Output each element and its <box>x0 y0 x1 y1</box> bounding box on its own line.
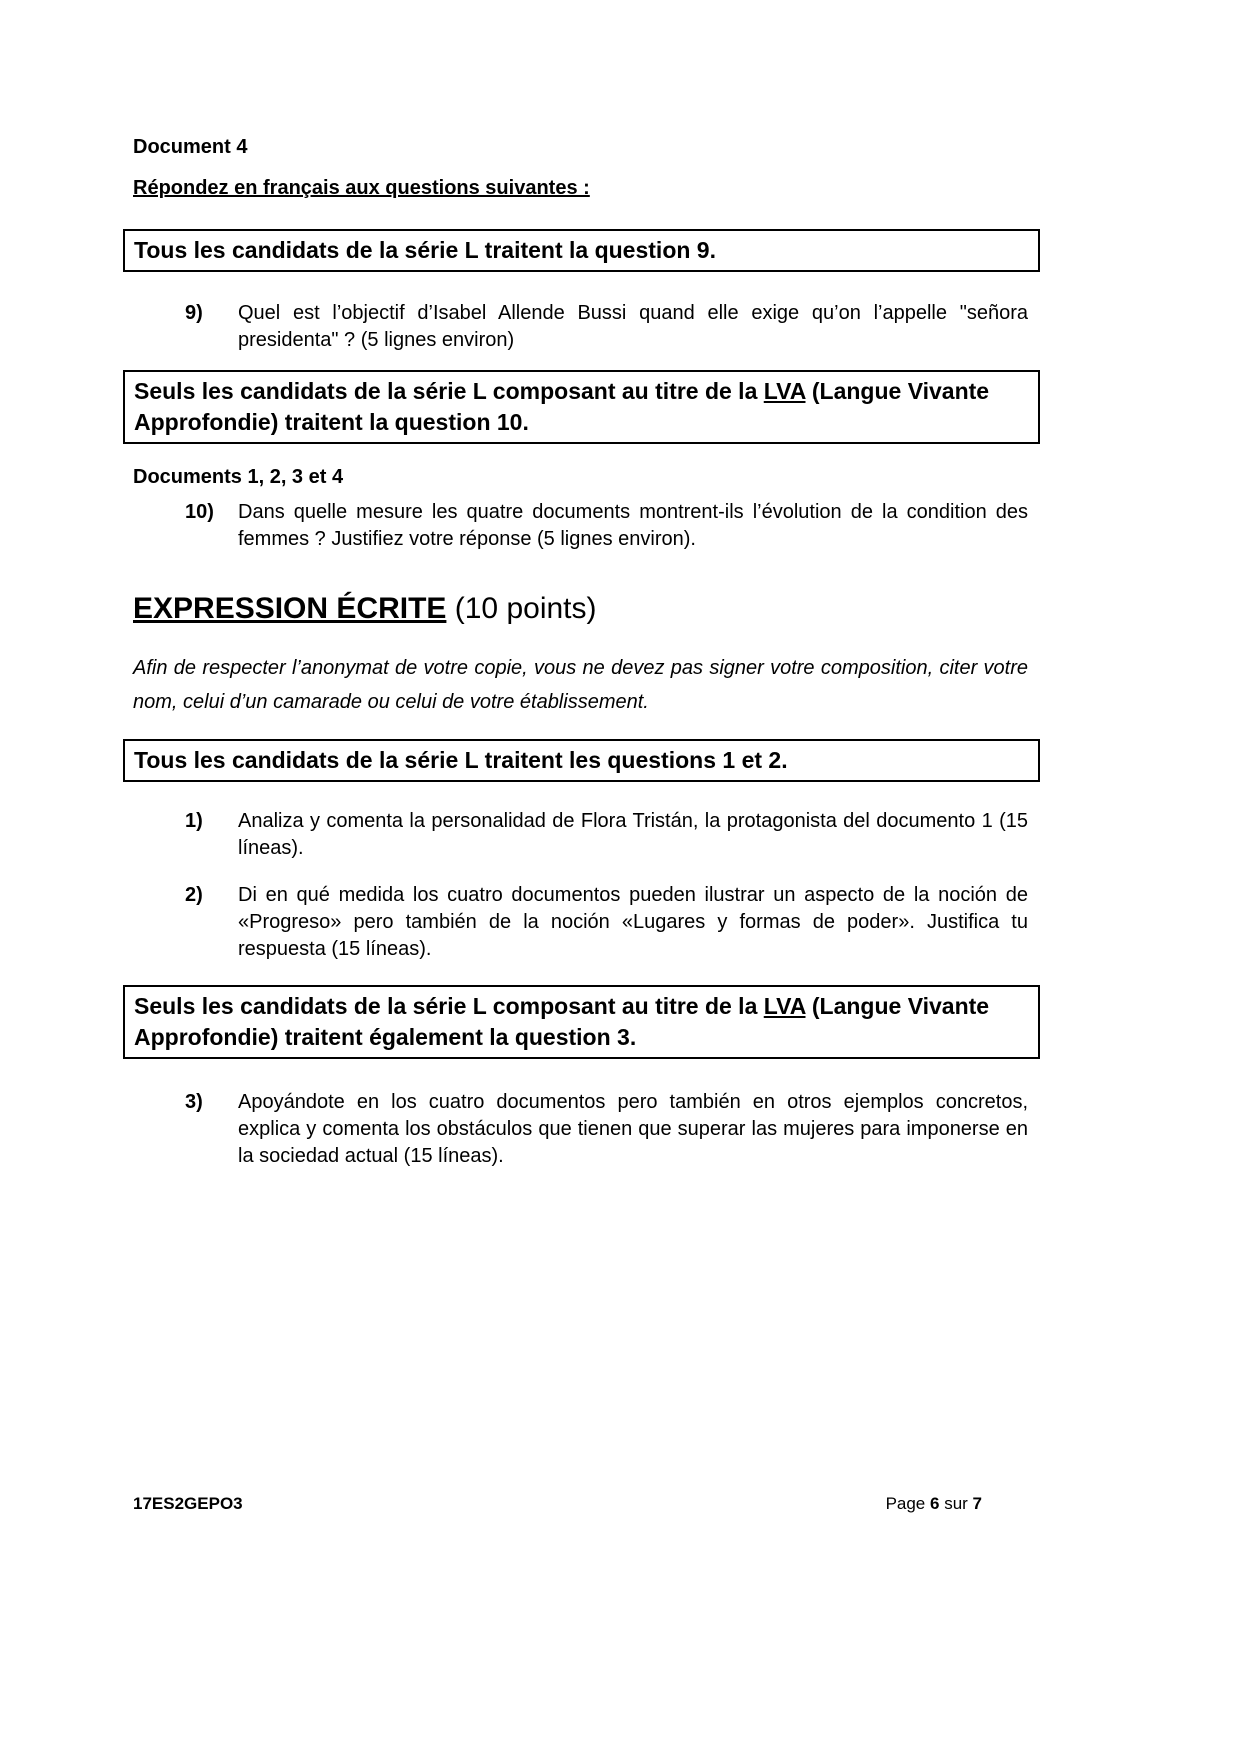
question-1-text: Analiza y comenta la personalidad de Flora Tristán, la protagonista del documento 1 (15 líneas). <box>238 810 1028 859</box>
question-3-text: Apoyándote en los cuatro documentos pero también en otros ejemplos concretos, explica y comenta los obstáculos que tienen que superar las mujeres para imponerse en la sociedad actual (15 líneas). <box>238 1091 1028 1167</box>
question-2-text: Di en qué medida los cuatro documentos pueden ilustrar un aspecto de la noción de «Progreso» pero también de la noción «Lugares y formas de poder». Justifica tu respuesta (15 líneas). <box>238 884 1028 960</box>
anonymity-notice: Afin de respecter l’anonymat de votre copie, vous ne devez pas signer votre composition, citer votre nom, celui d’un camarade ou celui de votre établissement. <box>133 657 1028 713</box>
question-9-number: 9) <box>185 302 203 324</box>
footer-page-indicator <box>886 1492 982 1515</box>
footer-exam-code: 17ES2GEPO3 <box>133 1494 243 1513</box>
banner-q9-text: Tous les candidats de la série L traitent la question 9. <box>134 237 716 263</box>
banner-ee3-post: (Langue Vivante Approfondie) traitent également la question 3. <box>134 993 990 1050</box>
banner-series-l-questions-1-2 <box>123 739 1040 782</box>
banner-ee3-lva: LVA <box>763 993 806 1019</box>
answer-instruction: Répondez en français aux questions suivantes : <box>133 177 590 199</box>
page-footer <box>133 1492 982 1515</box>
expression-ecrite-heading <box>133 589 1028 629</box>
question-2-number: 2) <box>185 884 203 906</box>
documents-reference: Documents 1, 2, 3 et 4 <box>133 466 344 488</box>
banner-lva-question-10 <box>123 370 1040 444</box>
expression-ecrite-points: (10 points) <box>454 592 597 625</box>
banner-ee3-pre: Seuls les candidats de la série L composant au titre de la <box>134 993 764 1019</box>
document-label: Document 4 <box>133 136 248 158</box>
question-1 <box>185 808 1028 862</box>
expression-ecrite-title: EXPRESSION ÉCRITE <box>133 592 447 625</box>
question-10 <box>185 499 1028 553</box>
footer-page-label: Page <box>885 1494 930 1513</box>
banner-q10-lva: LVA <box>763 378 806 404</box>
question-10-number: 10) <box>185 501 214 523</box>
banner-ee12-text: Tous les candidats de la série L traitent les questions 1 et 2. <box>134 747 788 773</box>
question-10-text: Dans quelle mesure les quatre documents montrent-ils l’évolution de la condition des femmes ? Justifiez votre réponse (5 lignes environ). <box>238 501 1028 550</box>
question-9 <box>185 300 1028 354</box>
question-1-number: 1) <box>185 810 203 832</box>
question-9-text: Quel est l’objectif d’Isabel Allende Bussi quand elle exige qu’on l’appelle "señora presidenta" ? (5 lignes environ) <box>238 302 1028 351</box>
footer-sur-label: sur <box>939 1494 973 1513</box>
question-2 <box>185 882 1028 963</box>
footer-page-total: 7 <box>972 1494 982 1513</box>
banner-q10-post: (Langue Vivante Approfondie) traitent la question 10. <box>134 378 990 435</box>
banner-series-l-question-9 <box>123 229 1040 272</box>
footer-page-number: 6 <box>930 1494 940 1513</box>
question-3 <box>185 1089 1028 1170</box>
banner-q10-pre: Seuls les candidats de la série L composant au titre de la <box>134 378 764 404</box>
banner-lva-question-3 <box>123 985 1040 1059</box>
question-3-number: 3) <box>185 1091 203 1113</box>
